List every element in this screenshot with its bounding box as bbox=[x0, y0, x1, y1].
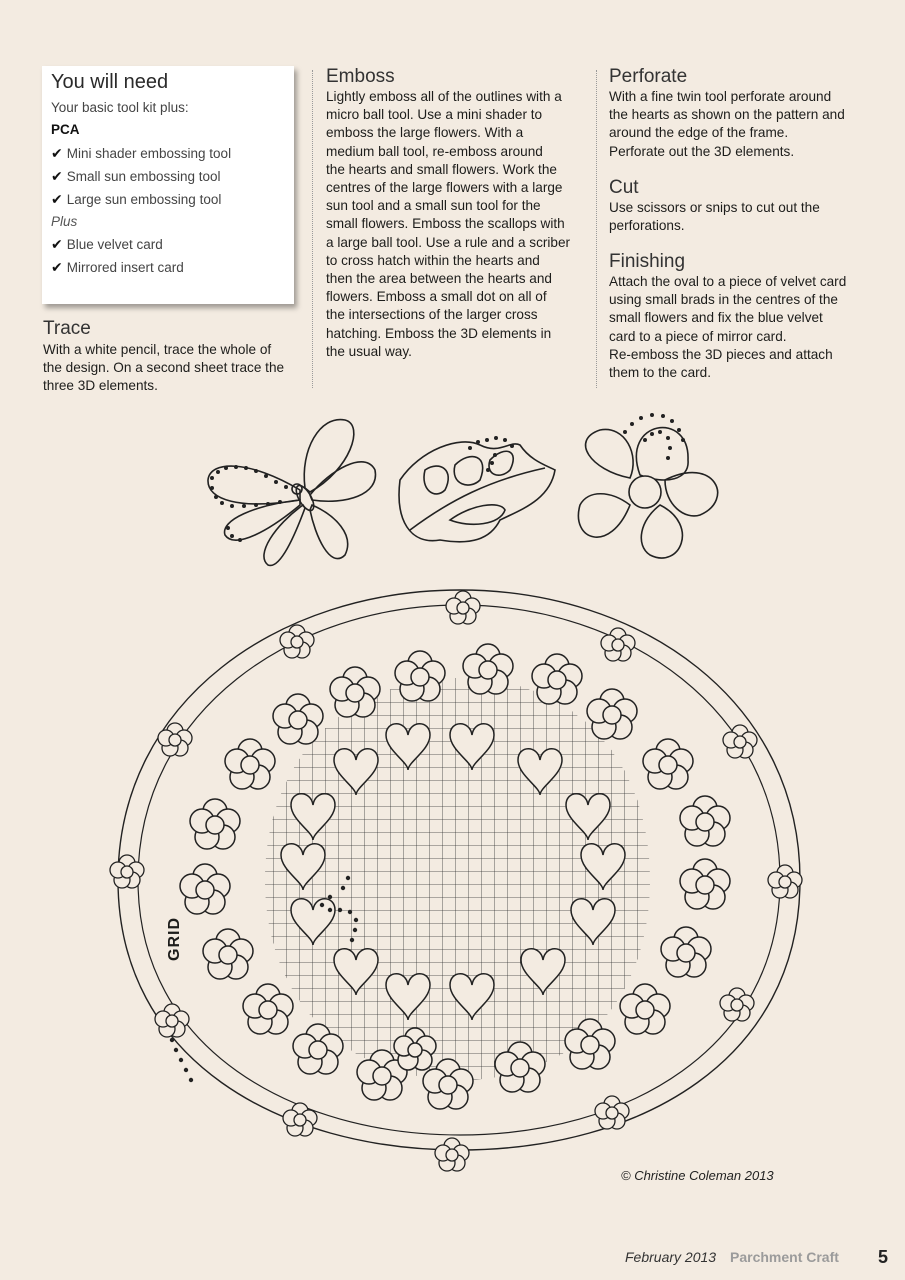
text-line: emboss the large flowers. With a bbox=[326, 125, 524, 141]
text-line: them to the card. bbox=[609, 365, 712, 381]
text-line: Lightly emboss all of the outlines with a bbox=[326, 89, 562, 104]
text-line: the design. On a second sheet trace the bbox=[43, 360, 285, 376]
check-icon: ✔ bbox=[51, 236, 63, 252]
text-line: then the area between the hearts and bbox=[326, 271, 552, 287]
text-line: the hearts and small flowers. Work the bbox=[326, 161, 557, 177]
butterfly-icon bbox=[208, 420, 376, 566]
page-number: 5 bbox=[878, 1247, 889, 1267]
text-line: the usual way. bbox=[326, 343, 412, 359]
text-line: to cross hatch within the hearts and bbox=[326, 252, 540, 268]
you-will-need-title: You will need bbox=[51, 71, 169, 93]
text-line: the intersections of the larger cross bbox=[326, 307, 538, 323]
grid-label: GRID bbox=[166, 917, 183, 961]
text-line: medium ball tool, re-emboss around bbox=[326, 143, 543, 159]
cut-title: Cut bbox=[609, 177, 639, 198]
tool-kit-intro: Your basic tool kit plus: bbox=[51, 100, 189, 115]
check-icon: ✔ bbox=[51, 168, 63, 184]
oval-frame-pattern bbox=[110, 590, 802, 1171]
text-line: hatching. Emboss the 3D elements in bbox=[326, 325, 552, 341]
list-item-label: Large sun embossing tool bbox=[66, 192, 222, 207]
text-line: Re-emboss the 3D pieces and attach bbox=[609, 346, 833, 362]
emboss-title: Emboss bbox=[326, 66, 395, 87]
footer-magazine-name: Parchment Craft bbox=[730, 1249, 839, 1265]
check-icon: ✔ bbox=[51, 191, 63, 207]
list-item-label: Blue velvet card bbox=[66, 237, 163, 252]
trace-title: Trace bbox=[43, 318, 91, 339]
plus-label: Plus bbox=[51, 214, 78, 229]
list-item-label: Mini shader embossing tool bbox=[66, 146, 232, 161]
text-line: three 3D elements. bbox=[43, 378, 158, 394]
perforate-title: Perforate bbox=[609, 66, 688, 87]
footer-issue-date: February 2013 bbox=[625, 1249, 717, 1265]
text-line: micro ball tool. Use a mini shader to bbox=[326, 107, 543, 123]
text-line: a large ball tool. Use a rule and a scriber bbox=[326, 234, 571, 250]
text-line: With a fine twin tool perforate around bbox=[609, 89, 832, 104]
leaf-icon bbox=[399, 442, 555, 542]
flower-icon bbox=[578, 428, 717, 558]
list-item-label: Small sun embossing tool bbox=[66, 169, 221, 184]
text-line: small flowers. Emboss the scallops with bbox=[326, 216, 565, 232]
text-line: around the edge of the frame. bbox=[609, 125, 789, 141]
finishing-title: Finishing bbox=[609, 251, 686, 272]
text-line: Attach the oval to a piece of velvet card bbox=[609, 274, 847, 289]
text-line: using small brads in the centres of the bbox=[609, 292, 838, 308]
text-line: perforations. bbox=[609, 218, 685, 234]
copyright-credit: © Christine Coleman 2013 bbox=[621, 1168, 774, 1183]
text-line: With a white pencil, trace the whole of bbox=[43, 342, 272, 357]
list-item-label: Mirrored insert card bbox=[66, 260, 184, 275]
text-line: sun tool and a small sun tool for the bbox=[326, 198, 541, 214]
text-line: flowers. Emboss a small dot on all of bbox=[326, 289, 547, 305]
text-line: card to a piece of mirror card. bbox=[609, 328, 787, 344]
check-icon: ✔ bbox=[51, 145, 63, 161]
text-line: Use scissors or snips to cut out the bbox=[609, 200, 820, 215]
text-line: the hearts as shown on the pattern and bbox=[609, 107, 845, 123]
check-icon: ✔ bbox=[51, 259, 63, 275]
text-line: centres of the large flowers with a large bbox=[326, 180, 563, 196]
brand-label: PCA bbox=[51, 122, 80, 137]
text-line: small flowers and fix the blue velvet bbox=[609, 310, 823, 326]
text-line: Perforate out the 3D elements. bbox=[609, 143, 795, 159]
